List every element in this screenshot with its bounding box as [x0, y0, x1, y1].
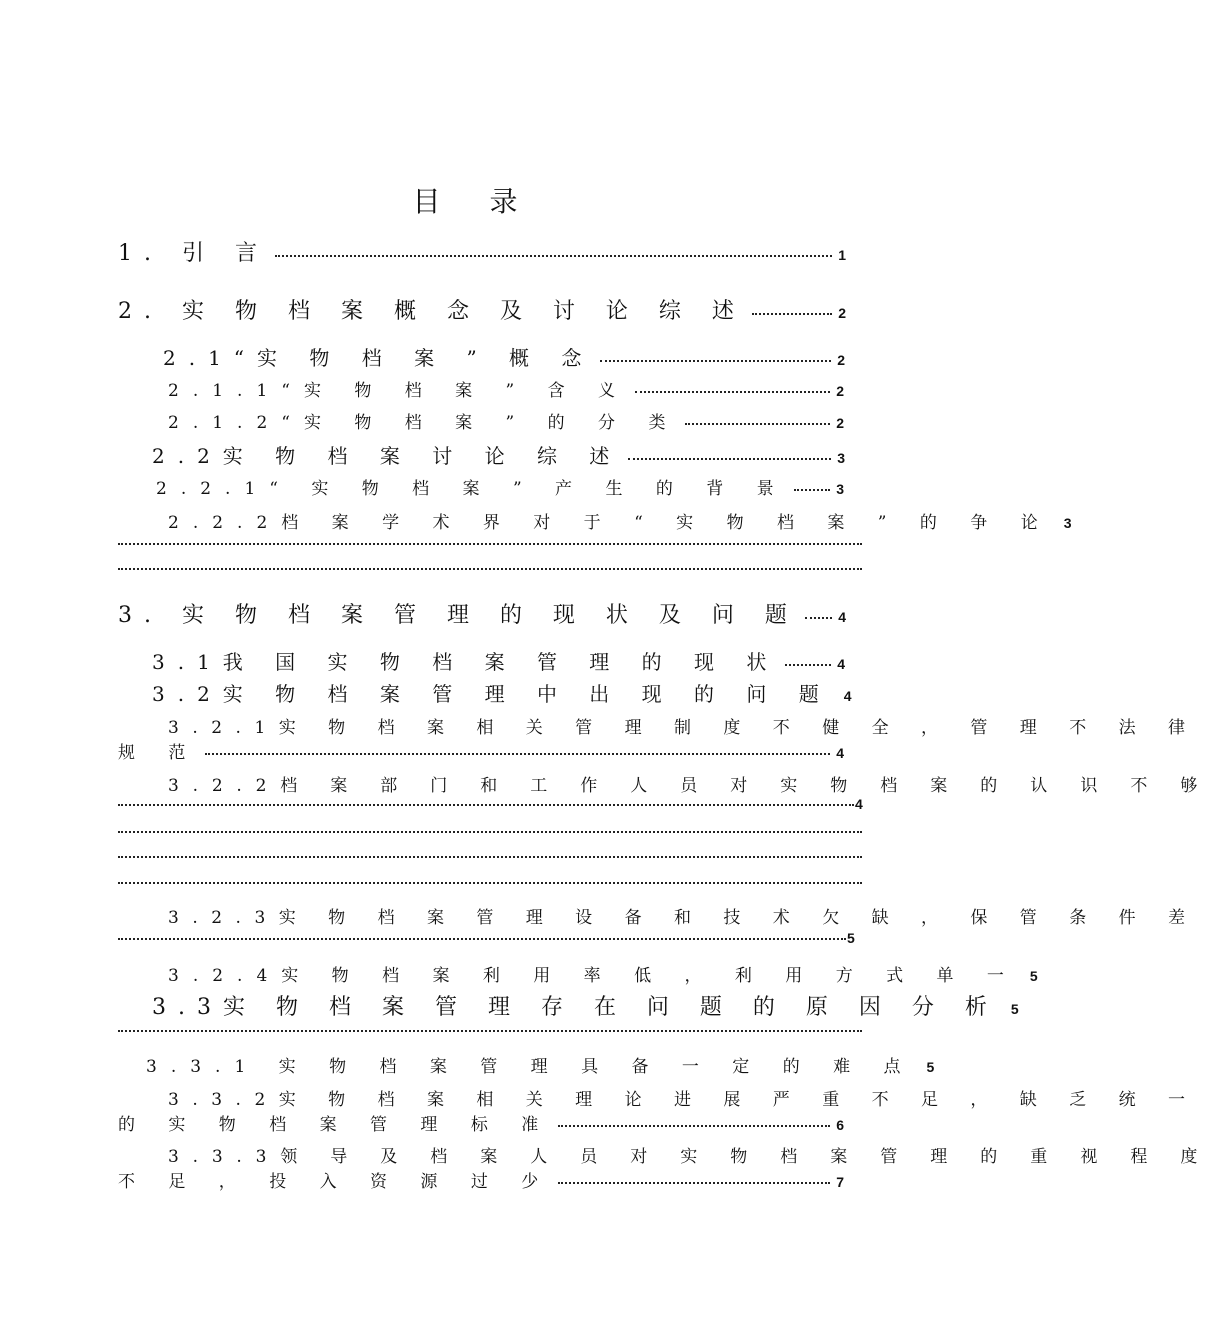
toc-page-number: 4: [843, 688, 865, 704]
toc-page-number: 6: [836, 1117, 858, 1133]
dot-leader: [794, 489, 831, 491]
toc-entry-label: 3.3.3领 导 及 档 案 人 员 对 实 物 档 案 管 理 的 重 视 程 度: [168, 1147, 1211, 1167]
toc-entry-label: 3.1我 国 实 物 档 案 管 理 的 现 状: [152, 650, 780, 674]
toc-entry[interactable]: [118, 598, 858, 629]
toc-entry-label: 不 足 ， 投 入 资 源 过 少: [118, 1172, 553, 1192]
toc-entry-label: 3.2实 物 档 案 管 理 中 出 现 的 问 题: [152, 682, 832, 706]
toc-entry[interactable]: [168, 508, 1086, 533]
toc-page-number: 7: [836, 1174, 858, 1190]
toc-entry[interactable]: [118, 294, 858, 325]
toc-entry-label: 2.1.2“实 物 档 案 ” 的 分 类: [168, 413, 680, 433]
toc-entry-label: 3.2.4实 物 档 案 利 用 率 低 ， 利 用 方 式 单 一: [168, 966, 1018, 986]
toc-entry[interactable]: [152, 990, 1031, 1021]
dot-leader: [205, 753, 830, 755]
dot-leader: [635, 391, 830, 393]
dot-leader: [118, 543, 862, 545]
toc-entry-label: 3.2.2档 案 部 门 和 工 作 人 员 对 实 物 档 案 的 认 识 不 够: [168, 776, 1211, 796]
toc-entry[interactable]: [118, 236, 858, 267]
toc-page-number: 3: [1063, 515, 1086, 531]
toc-entry-label: 2.2.2档 案 学 术 界 对 于 “ 实 物 档 案 ” 的 争 论: [168, 513, 1052, 533]
toc-entry-label: 3.2.3实 物 档 案 管 理 设 备 和 技 术 欠 缺 ， 保 管 条 件 差: [168, 908, 1199, 928]
dot-leader: [600, 360, 831, 362]
toc-entry[interactable]: [118, 738, 858, 763]
toc-page-number: 3: [837, 450, 858, 466]
toc-entry[interactable]: [156, 474, 858, 499]
toc-entry[interactable]: [168, 376, 858, 401]
toc-entry[interactable]: [118, 1167, 858, 1192]
dot-leader: [118, 1030, 862, 1032]
dot-leader: [118, 938, 846, 940]
toc-page-number: 4: [855, 796, 863, 812]
toc-page-number: 4: [838, 609, 858, 625]
toc-page-number: 2: [838, 305, 858, 321]
toc-entry-label: 2.1“实 物 档 案 ” 概 念: [163, 346, 595, 370]
toc-entry-label: 3.3.1 实 物 档 案 管 理 具 备 一 定 的 难 点: [146, 1057, 915, 1077]
toc-entry[interactable]: [146, 1052, 949, 1077]
dot-leader: [118, 831, 862, 833]
dot-leader: [118, 882, 862, 884]
dot-leader: [275, 255, 832, 257]
toc-page-number: 5: [847, 930, 855, 946]
toc-entry[interactable]: [168, 408, 858, 433]
toc-page-number: 2: [837, 352, 858, 368]
dot-leader: [785, 664, 831, 666]
dot-leader: [558, 1182, 830, 1184]
toc-entry[interactable]: [163, 342, 858, 371]
toc-entry-label: 2. 实 物 档 案 概 念 及 讨 论 综 述: [118, 299, 746, 324]
toc-entry-label: 规 范: [118, 743, 200, 763]
toc-page-number: 5: [926, 1059, 949, 1075]
dot-leader: [628, 458, 831, 460]
toc-entry-label: 2.2.1“ 实 物 档 案 ” 产 生 的 背 景: [156, 479, 788, 499]
toc-page-number: 4: [837, 656, 858, 672]
toc-page-number: 2: [836, 383, 858, 399]
dot-leader: [118, 568, 862, 570]
toc-entry[interactable]: [152, 440, 858, 469]
toc-entry-label: 的 实 物 档 案 管 理 标 准: [118, 1115, 553, 1135]
toc-entry-label: 3.3实 物 档 案 管 理 存 在 问 题 的 原 因 分 析: [152, 995, 999, 1020]
dot-leader: [118, 856, 862, 858]
toc-entry-label: 3.3.2实 物 档 案 相 关 理 论 进 展 严 重 不 足 ， 缺 乏 统 一: [168, 1090, 1199, 1110]
dot-leader: [685, 423, 830, 425]
toc-page-number: 5: [1029, 968, 1052, 984]
dot-leader: [805, 617, 832, 619]
toc-entry-label: 3.2.1实 物 档 案 相 关 管 理 制 度 不 健 全 ， 管 理 不 法 律: [168, 718, 1199, 738]
toc-page-number: 4: [836, 745, 858, 761]
toc-page-number: 3: [836, 481, 858, 497]
dot-leader: [752, 313, 832, 315]
dot-leader: [118, 804, 854, 806]
toc-entry[interactable]: [152, 678, 865, 707]
toc-entry-label: 1. 引 言: [118, 241, 269, 266]
toc-entry-label: 3. 实 物 档 案 管 理 的 现 状 及 问 题: [118, 603, 799, 628]
toc-entry[interactable]: [118, 1110, 858, 1135]
toc-entry-label: 2.2实 物 档 案 讨 论 综 述: [152, 444, 623, 468]
toc-entry[interactable]: [152, 646, 858, 675]
toc-page-number: 2: [836, 415, 858, 431]
toc-entry[interactable]: [168, 961, 1052, 986]
toc-entry-label: 2.1.1“实 物 档 案 ” 含 义: [168, 381, 630, 401]
toc-page-number: 5: [1010, 1001, 1031, 1017]
toc-title: 目 录: [412, 185, 538, 218]
dot-leader: [558, 1125, 830, 1127]
toc-page-number: 1: [838, 247, 858, 263]
